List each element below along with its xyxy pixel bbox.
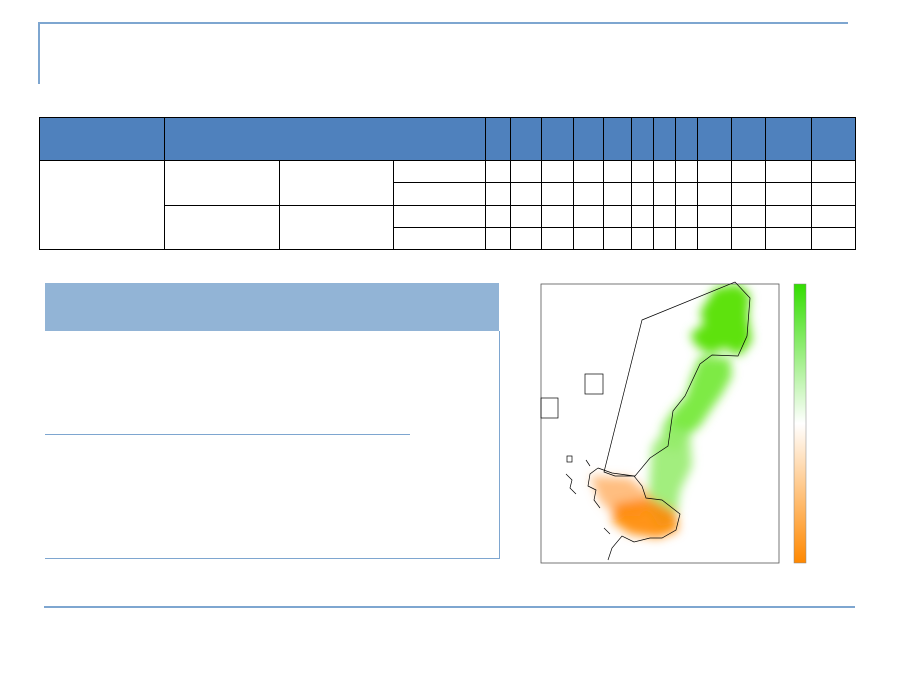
month-cell (676, 183, 698, 205)
period-label (394, 227, 486, 249)
month-cell (632, 227, 654, 249)
header-coefficients (135, 283, 227, 331)
month-cell (542, 205, 574, 227)
exposure-parameters-table (45, 283, 500, 559)
month-cell (574, 205, 604, 227)
month-cell (632, 161, 654, 183)
header-month (574, 118, 604, 161)
season-label (165, 205, 280, 250)
header-month (632, 118, 654, 161)
month-cell (732, 161, 766, 183)
month-cell (632, 205, 654, 227)
month-cell (766, 227, 812, 249)
header-month (654, 118, 676, 161)
header-month (732, 118, 766, 161)
header-month (542, 118, 574, 161)
header-month (511, 118, 542, 161)
month-cell (542, 161, 574, 183)
month-cell (766, 205, 812, 227)
month-cell (698, 205, 732, 227)
month-cell (654, 227, 676, 249)
month-cell (812, 205, 856, 227)
month-cell (542, 227, 574, 249)
season-label (165, 161, 280, 206)
month-cell (604, 227, 632, 249)
header-month (676, 118, 698, 161)
legend-color-bar (794, 284, 806, 563)
month-cell (698, 227, 732, 249)
header-domaine (40, 118, 165, 161)
month-cell (574, 183, 604, 205)
param-coefficient (135, 331, 227, 434)
month-cell (511, 161, 542, 183)
month-cell (766, 161, 812, 183)
header-max (227, 283, 317, 331)
header-indice (317, 283, 410, 331)
header-exposition (410, 283, 499, 331)
season-description (280, 161, 394, 206)
precipitation-trend-map (500, 276, 880, 594)
header-changements (165, 118, 486, 161)
season-description (280, 205, 394, 250)
month-cell (732, 183, 766, 205)
month-cell (574, 227, 604, 249)
month-cell (766, 183, 812, 205)
month-cell (486, 227, 511, 249)
month-cell (486, 183, 511, 205)
month-cell (632, 183, 654, 205)
header-month (486, 118, 511, 161)
header-month (698, 118, 732, 161)
month-cell (654, 205, 676, 227)
exposition-value (410, 331, 499, 558)
param-indice (317, 434, 410, 558)
month-cell (732, 205, 766, 227)
param-name (45, 331, 135, 434)
monthly-changes-table (39, 117, 856, 250)
frame-top-line (38, 22, 848, 24)
month-cell (511, 205, 542, 227)
frame-bottom-line (44, 606, 855, 608)
month-cell (812, 227, 856, 249)
month-cell (676, 227, 698, 249)
header-month (812, 118, 856, 161)
month-cell (604, 183, 632, 205)
month-cell (812, 161, 856, 183)
month-cell (604, 205, 632, 227)
param-name (45, 434, 135, 558)
month-cell (654, 161, 676, 183)
month-cell (574, 161, 604, 183)
param-indice (317, 331, 410, 434)
month-cell (698, 161, 732, 183)
month-table-header (40, 118, 856, 161)
param-max (227, 331, 317, 434)
month-cell (511, 227, 542, 249)
period-label (394, 161, 486, 183)
param-max (227, 434, 317, 558)
header-parametres (45, 283, 135, 331)
table-row (40, 161, 856, 183)
header-month (604, 118, 632, 161)
period-label (394, 205, 486, 227)
param-coefficient (135, 434, 227, 558)
month-cell (698, 183, 732, 205)
month-cell (486, 161, 511, 183)
month-cell (511, 183, 542, 205)
month-cell (654, 183, 676, 205)
month-cell (812, 183, 856, 205)
header-month (766, 118, 812, 161)
month-cell (604, 161, 632, 183)
params-header (45, 283, 499, 331)
month-cell (732, 227, 766, 249)
month-cell (542, 183, 574, 205)
table-row (45, 331, 499, 434)
domain-label (40, 161, 165, 250)
frame-left-line (38, 22, 40, 84)
month-cell (676, 205, 698, 227)
month-cell (486, 205, 511, 227)
period-label (394, 183, 486, 205)
month-cell (676, 161, 698, 183)
